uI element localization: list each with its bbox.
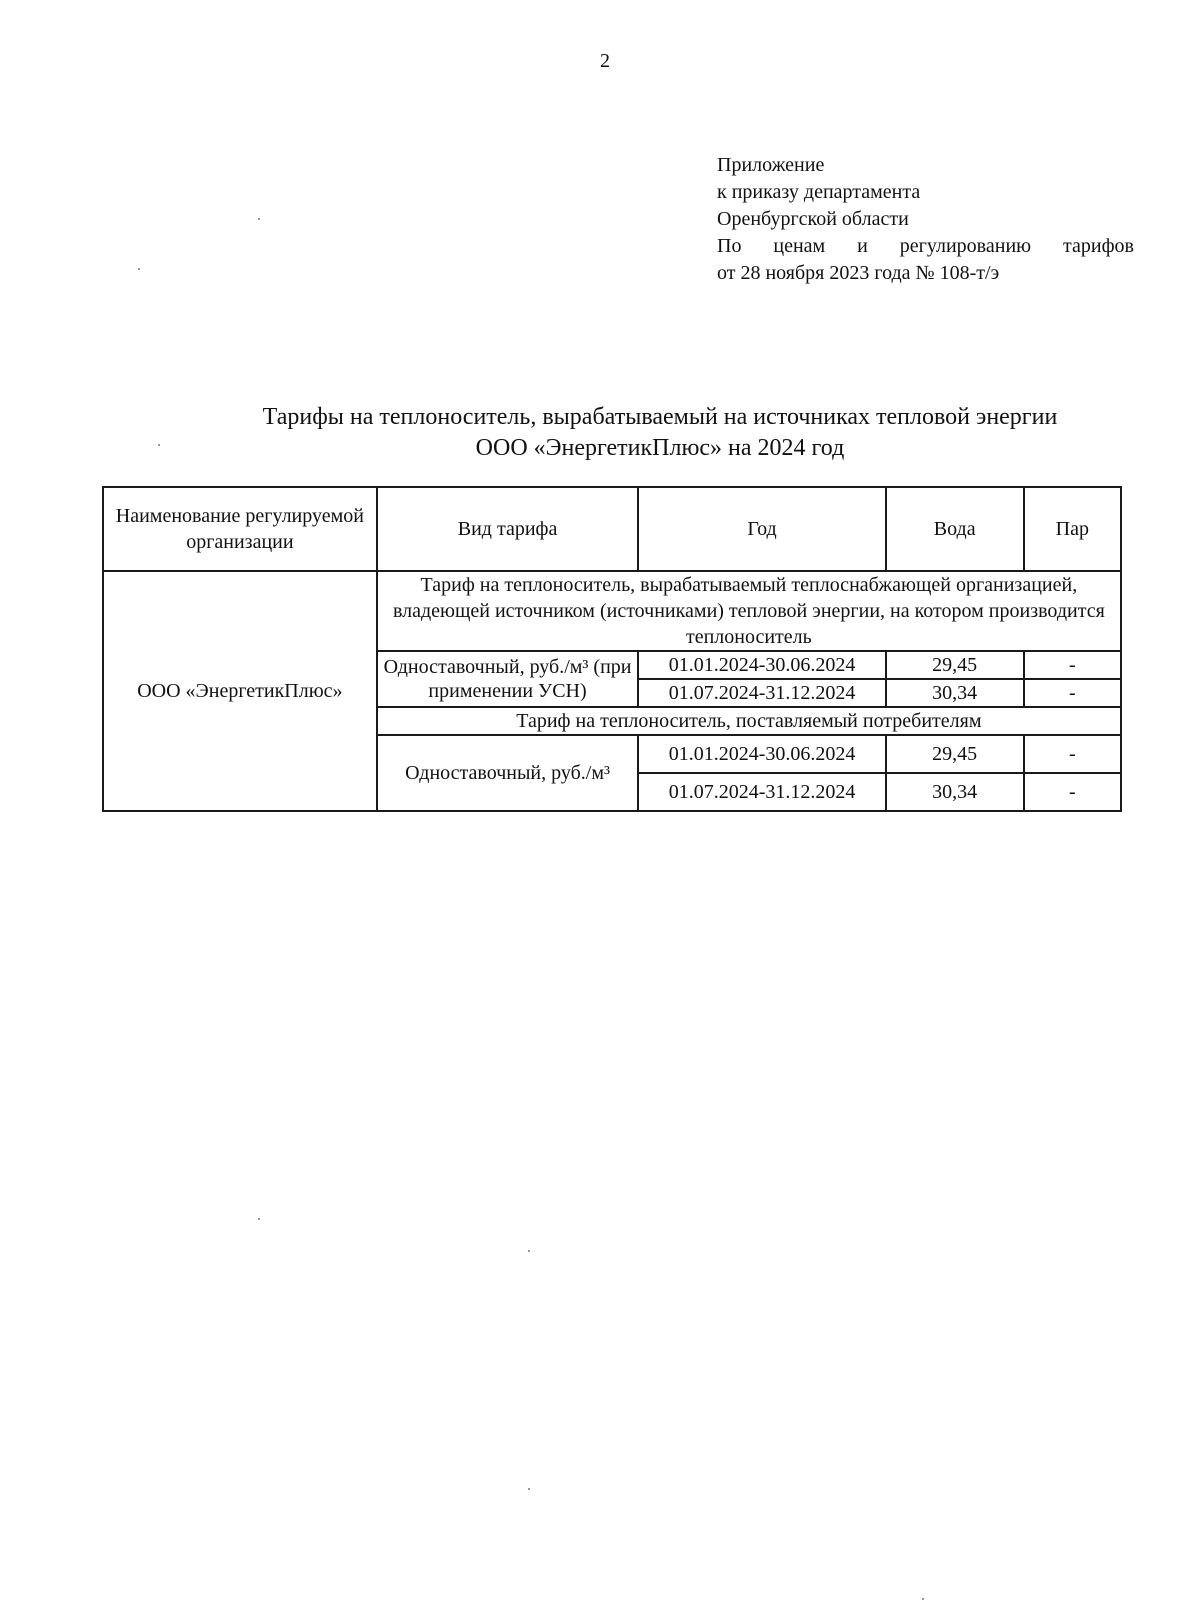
period-cell: 01.07.2024-31.12.2024 — [638, 773, 885, 811]
document-title — [100, 402, 1200, 464]
document-title-line: Тарифы на теплоноситель, вырабатываемый на источниках тепловой энергии — [262, 404, 1058, 430]
document-title-line: ООО «ЭнергетикПлюс» на 2024 год — [475, 435, 845, 461]
header-year: Год — [638, 487, 885, 571]
header-tariff-type: Вид тарифа — [377, 487, 639, 571]
table-header-row — [103, 487, 1121, 571]
period-cell: 01.07.2024-31.12.2024 — [638, 679, 885, 707]
water-cell: 30,34 — [886, 773, 1024, 811]
tariff-type-cell: Одноставочный, руб./м³ (при применении УСН) — [377, 651, 639, 707]
tariff-table — [102, 486, 1122, 812]
scan-speck — [258, 1218, 260, 1220]
section-title: Тариф на теплоноситель, поставляемый потребителям — [377, 707, 1121, 735]
period-cell: 01.01.2024-30.06.2024 — [638, 651, 885, 679]
scan-speck — [528, 1488, 530, 1490]
page-number: 2 — [600, 50, 610, 72]
scan-speck — [158, 444, 160, 446]
appendix-line: Оренбургской области — [717, 208, 909, 230]
scan-speck — [138, 268, 140, 270]
scan-speck — [528, 1250, 530, 1252]
scan-speck — [922, 1598, 924, 1600]
appendix-block — [717, 152, 1134, 287]
steam-cell: - — [1024, 651, 1121, 679]
organization-cell: ООО «ЭнергетикПлюс» — [103, 571, 377, 811]
period-cell: 01.01.2024-30.06.2024 — [638, 735, 885, 773]
water-cell: 30,34 — [886, 679, 1024, 707]
steam-cell: - — [1024, 773, 1121, 811]
appendix-line: от 28 ноября 2023 года № 108-т/э — [717, 262, 1000, 284]
water-cell: 29,45 — [886, 651, 1024, 679]
steam-cell: - — [1024, 679, 1121, 707]
scan-speck — [258, 218, 260, 220]
header-water: Вода — [886, 487, 1024, 571]
appendix-line: По ценам и регулированию тарифов — [717, 235, 1134, 257]
section-title: Тариф на теплоноситель, вырабатываемый теплоснабжающей организацией, владеющей источником (источниками) тепловой энергии, на котором производится теплоноситель — [377, 571, 1121, 651]
appendix-line: к приказу департамента — [717, 181, 921, 203]
tariff-type-cell: Одноставочный, руб./м³ — [377, 735, 639, 811]
steam-cell: - — [1024, 735, 1121, 773]
section-title-row — [103, 571, 1121, 651]
header-steam: Пар — [1024, 487, 1121, 571]
appendix-line: Приложение — [717, 154, 825, 176]
header-org: Наименование регулируемой организации — [103, 487, 377, 571]
water-cell: 29,45 — [886, 735, 1024, 773]
